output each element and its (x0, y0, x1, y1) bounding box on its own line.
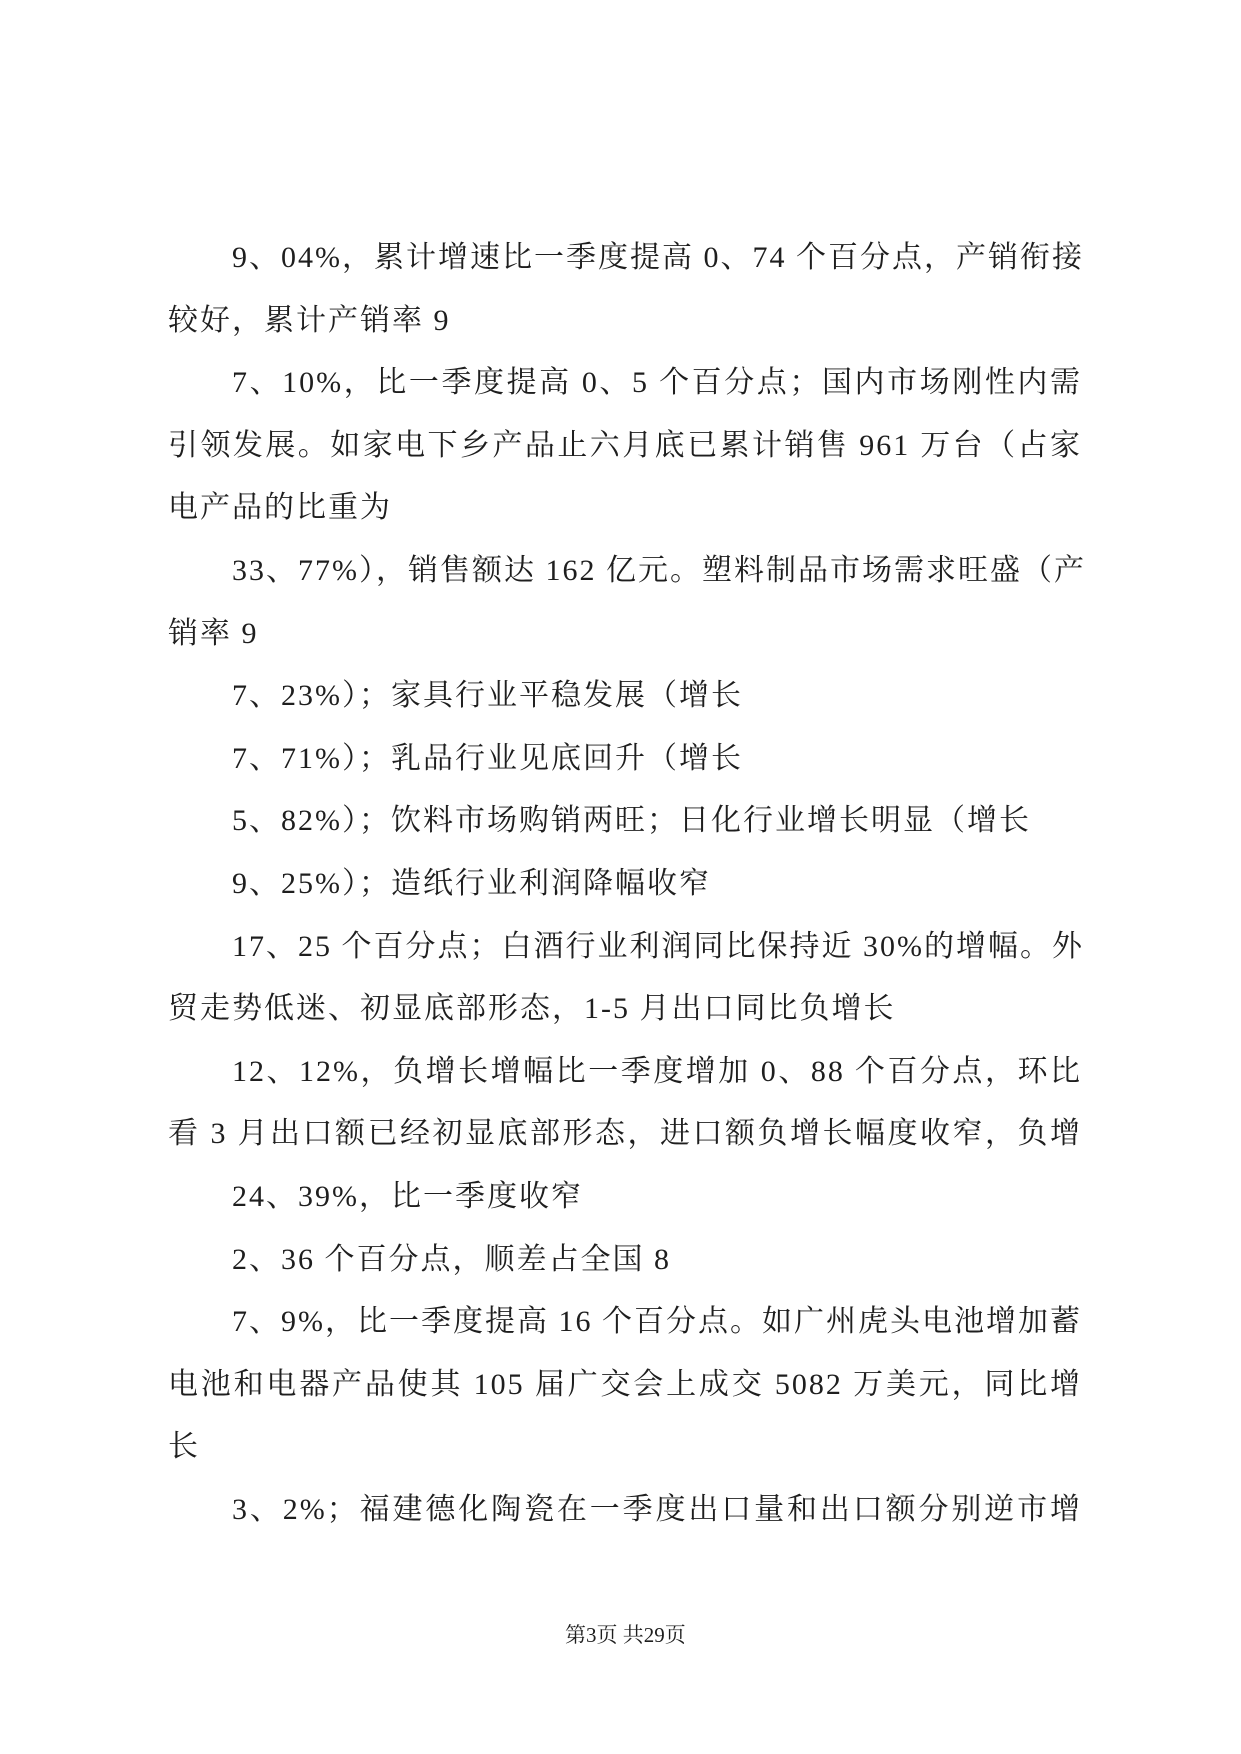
text-line: 5、82%）；饮料市场购销两旺；日化行业增长明显（增长 (232, 804, 1031, 838)
paragraph (168, 1166, 1082, 1229)
text-line: 12、12%，负增长增幅比一季度增加 0、88 个百分点，环比 (232, 1054, 1082, 1088)
text-line: 较好，累计产销率 9 (168, 303, 451, 337)
paragraph (168, 227, 1082, 352)
page-number-footer: 第3页 共29页 (565, 1623, 686, 1647)
document-body (168, 227, 1086, 1541)
text-line: 17、25 个百分点；白酒行业利润同比保持近 30%的增幅。外 (232, 929, 1084, 963)
text-line: 24、39%，比一季度收窄 (232, 1179, 583, 1213)
text-line: 9、04%，累计增速比一季度提高 0、74 个百分点，产销衔接 (232, 241, 1084, 274)
paragraph (168, 1479, 1082, 1542)
text-line: 3、2%；福建德化陶瓷在一季度出口量和出口额分别逆市增 (232, 1492, 1082, 1526)
paragraph (168, 1229, 1082, 1292)
text-line: 长 (168, 1430, 200, 1464)
text-line: 引领发展。如家电下乡产品止六月底已累计销售 961 万台（占家 (168, 428, 1082, 462)
text-line: 贸走势低迷、初显底部形态，1-5 月出口同比负增长 (168, 992, 896, 1026)
paragraph (168, 728, 1082, 791)
text-line: 7、10%，比一季度提高 0、5 个百分点；国内市场刚性内需 (232, 366, 1082, 400)
text-line: 电产品的比重为 (168, 491, 392, 525)
text-line: 7、23%）；家具行业平稳发展（增长 (232, 679, 743, 713)
text-line: 看 3 月出口额已经初显底部形态，进口额负增长幅度收窄，负增 (168, 1117, 1082, 1151)
paragraph (168, 665, 1082, 728)
text-line: 7、9%，比一季度提高 16 个百分点。如广州虎头电池增加蓄 (232, 1305, 1082, 1339)
paragraph (168, 1291, 1082, 1479)
paragraph (168, 790, 1082, 853)
paragraph (168, 853, 1082, 916)
paragraph (168, 1041, 1082, 1166)
paragraph (168, 916, 1082, 1041)
text-line: 9、25%）；造纸行业利润降幅收窄 (232, 866, 711, 900)
text-line: 33、77%），销售额达 162 亿元。塑料制品市场需求旺盛（产 (232, 553, 1086, 587)
text-line: 2、36 个百分点，顺差占全国 8 (232, 1242, 671, 1276)
paragraph (168, 540, 1086, 665)
text-line: 电池和电器产品使其 105 届广交会上成交 5082 万美元，同比增 (168, 1367, 1082, 1401)
text-line: 销率 9 (168, 616, 259, 650)
text-line: 7、71%）；乳品行业见底回升（增长 (232, 741, 743, 775)
paragraph (168, 352, 1082, 540)
